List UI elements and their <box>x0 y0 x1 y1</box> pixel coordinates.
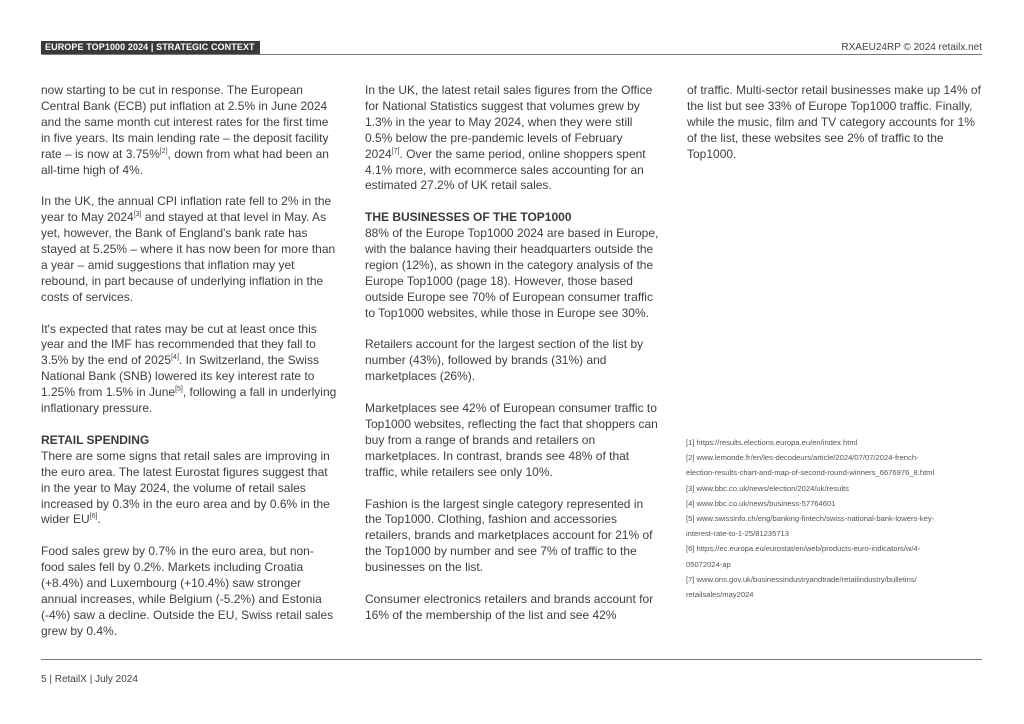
paragraph-eurostat: There are some signs that retail sales are improving in the euro area. The latest Eurostat figures suggest that in the year to May 2024, the volume of retail sales increased by 0.3% in the euro area and by 0.6% in the wider EU[6]. <box>41 448 330 527</box>
paragraph-uk-cpi: In the UK, the annual CPI inflation rate fell to 2% in the year to May 2024[3] and stayed at that level in May. As yet, however, the Bank of England's bank rate has stayed at 5.25% – where it has now been for more than a year – amid suggestions that inflation may yet rebound, in part because of underlying inflation in the costs of services. <box>41 194 336 304</box>
footnote-line: [4] www.bbc.co.uk/news/business-57764601 <box>686 498 836 508</box>
footnote-line: [3] www.bbc.co.uk/news/election/2024/uk/results <box>686 483 849 493</box>
header-divider <box>41 54 982 55</box>
footnote-ref: [6] <box>89 513 98 521</box>
footer-divider <box>41 659 982 660</box>
paragraph-headquarters: 88% of the Europe Top1000 2024 are based in Europe, with the balance having their headquarters outside the region (12%), as shown in the category analysis of the Europe Top1000 (page 18). However, those based outside Europe see 70% of European consumer traffic to Top1000 websites, while those in Europe see 30%. <box>365 226 659 320</box>
footnote-line: 05072024-ap <box>686 559 731 569</box>
heading-businesses: THE BUSINESSES OF THE TOP1000 <box>365 210 572 225</box>
paragraph-electronics: Consumer electronics retailers and brands account for 16% of the membership of the list and see 42% <box>365 591 654 622</box>
paragraph-retailers-share: Retailers account for the largest section of the list by number (43%), followed by brands (31%) and marketplaces (26%). <box>365 337 644 384</box>
footnote-ref: [2] <box>159 147 168 155</box>
text-column-3 <box>687 83 983 178</box>
paragraph-multi-sector: of traffic. Multi-sector retail businesses make up 14% of the list but see 33% of Europe Top1000 traffic. Finally, while the music, film and TV category accounts for 1% of the list, these websites see 2% of traffic to the Top1000. <box>687 83 981 161</box>
paragraph-food-sales: Food sales grew by 0.7% in the euro area, but non-food sales fell by 0.2%. Markets including Croatia (+8.4%) and Luxembourg (+10.4%) saw stronger annual increases, while Belgium (-5.2%) and Estonia (-4%) saw a decline. Outside the EU, Swiss retail sales grew by 0.4%. <box>41 544 334 638</box>
footnote-ref: [7] <box>391 147 400 155</box>
footnote-line: interest-rate-to-1-25/81235713 <box>686 529 790 539</box>
footnote-line: [2] www.lemonde.fr/en/les-decodeurs/article/2024/07/07/2024-french- <box>686 453 919 463</box>
footnote-line: [6] https://ec.europa.eu/eurostat/en/web/products-euro-indicators/w/4- <box>686 544 921 554</box>
text-column-1 <box>41 83 337 656</box>
paragraph-marketplaces: Marketplaces see 42% of European consumer traffic to Top1000 websites, reflecting the fact that shoppers can buy from a range of brands and retailers on marketplaces. In contrast, brands see 48% of that traffic, while retailers see only 10%. <box>365 401 658 479</box>
paragraph-fashion: Fashion is the largest single category represented in the Top1000. Clothing, fashion and accessories retailers, brands and marketplaces account for 21% of the Top1000 by number and see 7% of traffic to the businesses on the list. <box>365 496 653 575</box>
copyright-text: RXAEU24RP © 2024 retailx.net <box>841 42 982 53</box>
text-column-2 <box>365 83 661 640</box>
page-footer: 5 | RetailX | July 2024 <box>41 674 138 685</box>
footnote-ref: [3] <box>133 211 142 219</box>
footnote-line: [1] https://results.elections.europa.eu/en/index.html <box>686 438 858 447</box>
footnote-line: retailsales/may2024 <box>686 590 754 600</box>
heading-retail-spending: RETAIL SPENDING <box>41 432 150 447</box>
paragraph-rate-cuts: It's expected that rates may be cut at least once this year and the IMF has recommended that they fall to 3.5% by the end of 2025[4]. In Switzerland, the Swiss National Bank (SNB) lowered its key interest rate to 1.25% from 1.5% in June[5], following a fall in underlying inflationary pressure. <box>41 321 337 416</box>
footnote-line: election-results-chart-and-map-of-second-round-winners_6676976_8.html <box>686 468 935 478</box>
footnote-line: [7] www.ons.gov.uk/businessindustryandtrade/retailindustry/bulletins/ <box>686 574 917 584</box>
paragraph-uk-retail-sales: In the UK, the latest retail sales figures from the Office for National Statistics suggest that volumes grew by 1.3% in the year to May 2024, when they were still 0.5% below the pre-pandemic levels of February 2024[7]. Over the same period, online shoppers spent 4.1% more, with ecommerce sales accounting for an estimated 27.2% of UK retail sales. <box>365 83 653 193</box>
section-label: EUROPE TOP1000 2024 | STRATEGIC CONTEXT <box>41 41 260 54</box>
footnote-line: [5] www.swissinfo.ch/eng/banking-fintech/swiss-national-bank-lowers-key- <box>686 514 935 524</box>
paragraph-ecb-rates: now starting to be cut in response. The European Central Bank (ECB) put inflation at 2.5% in June 2024 and the same month cut interest rates for the first time in five years. Its main lending rate – the deposit facility rate – is now at 3.75%[2], down from what had been an all-time high of 4%. <box>41 83 329 177</box>
footnotes-list <box>686 435 986 602</box>
footnote-ref: [4] <box>171 354 179 362</box>
footnote-ref: [5] <box>175 386 183 394</box>
